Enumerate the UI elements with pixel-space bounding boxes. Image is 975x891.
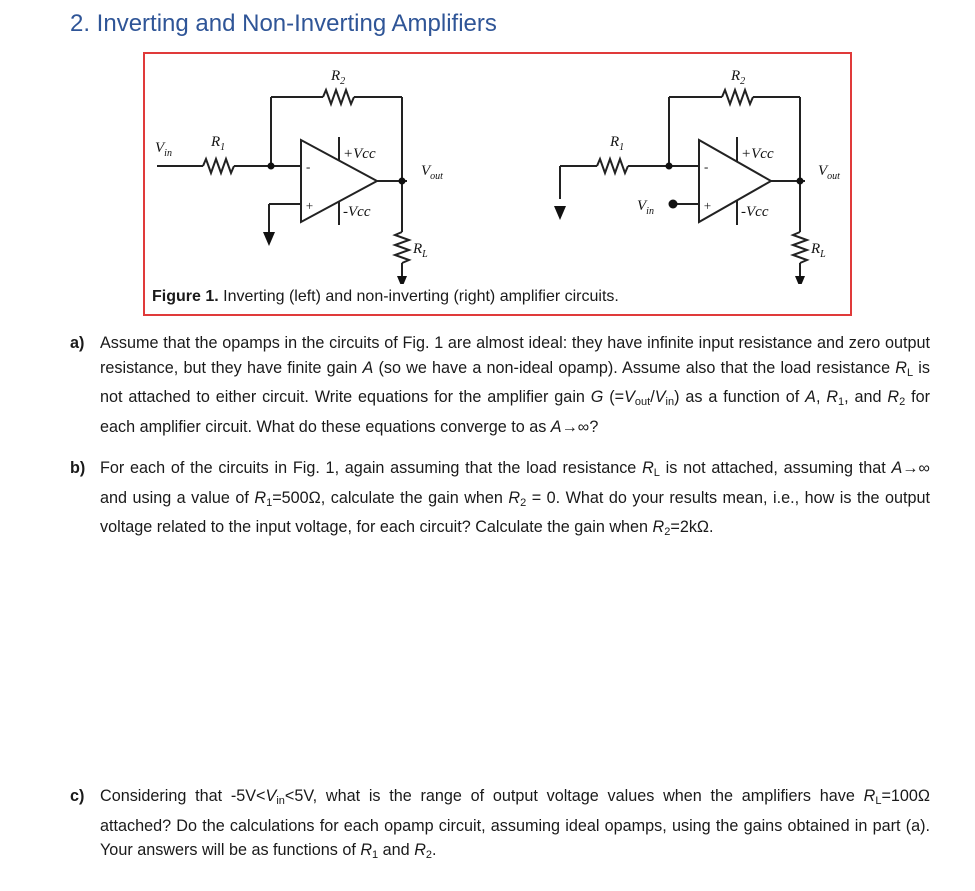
amplifier-circuits-diagram — [145, 54, 850, 284]
load-arrow-left — [397, 276, 407, 284]
question-b: b) For each of the circuits in Fig. 1, again assuming that the load resistance $R_L$ is not attached, assuming that A→∞ and using a value of $R_1=500\Omega$, calculate the gain when $R_2 = 0$. What do your results mean, i.e., how is the output voltage related to the input voltage, for each circuit? Calculate the gain when $R_2=2k\Omega$. — [70, 459, 930, 538]
figure-1 — [143, 52, 852, 316]
rl-resistor-right — [793, 232, 807, 263]
ground-arrow-left — [263, 232, 275, 246]
inverting-input-sign-right: - — [704, 159, 709, 174]
svg-text:Vout: $V_{out}$ — [421, 163, 443, 182]
vin-terminal-right — [669, 200, 678, 209]
svg-text:R2: $R_2$ — [331, 68, 346, 87]
r1-resistor-right — [597, 159, 628, 173]
r1-resistor-left — [203, 159, 234, 173]
r2-resistor-right — [722, 90, 753, 104]
inverting-input-sign: - — [306, 159, 311, 174]
question-a: a) Assume that the opamps in the circuits of Fig. 1 are almost ideal: they have infinite input resistance and zero output resistance, but they have finite gain A (so we have a non-ideal opamp). Assume also that the load resistance $R_L$ is not attached to either circuit. Write equations for the amplifier gain G $(=V_{out}/V_{in})$ as a function of A, $R_1$, and $R_2$ for each amplifier circuit. What do these equations converge to as A→∞? — [70, 334, 930, 436]
noninverting-input-sign-right: + — [703, 198, 712, 213]
svg-text:R1: $R_1$ — [211, 134, 226, 153]
svg-text:RL: $R_L$ — [811, 241, 826, 260]
svg-text:-Vcc: -Vcc — [343, 204, 371, 220]
svg-text:R2: $R_2$ — [731, 68, 746, 87]
svg-text:+Vcc: +Vcc — [343, 146, 376, 162]
noninverting-input-sign: + — [305, 198, 314, 213]
svg-text:+Vcc: +Vcc — [741, 146, 774, 162]
svg-text:Vout: $V_{out}$ — [818, 163, 840, 182]
inverting-amplifier-circuit — [157, 90, 409, 276]
ground-arrow-input-right — [554, 206, 566, 220]
page-title: 2. Inverting and Non-Inverting Amplifiers — [70, 10, 497, 37]
non-inverting-amplifier-circuit — [560, 90, 807, 276]
rl-resistor-left — [395, 232, 409, 263]
svg-text:RL: $R_L$ — [413, 241, 428, 260]
r2-resistor-left — [323, 90, 354, 104]
svg-text:R1: $R_1$ — [610, 134, 625, 153]
svg-text:Vin: $V_{in}$ — [637, 198, 654, 217]
figure-caption: Figure 1. Inverting (left) and non-inverting (right) amplifier circuits. — [152, 288, 619, 305]
load-arrow-right — [795, 276, 805, 284]
question-c: c) Considering that $-5V<V_{in}<5V$, what is the range of output voltage values when the amplifiers have $R_L=100\Omega$ attached? Do the calculations for each opamp circuit, assuming ideal opamps, using the gains obtained in part (a). Your answers will be as functions of $R_1$ and $R_2$. — [70, 787, 930, 861]
svg-text:-Vcc: -Vcc — [741, 204, 769, 220]
svg-text:Vin: $V_{in}$ — [155, 140, 172, 159]
